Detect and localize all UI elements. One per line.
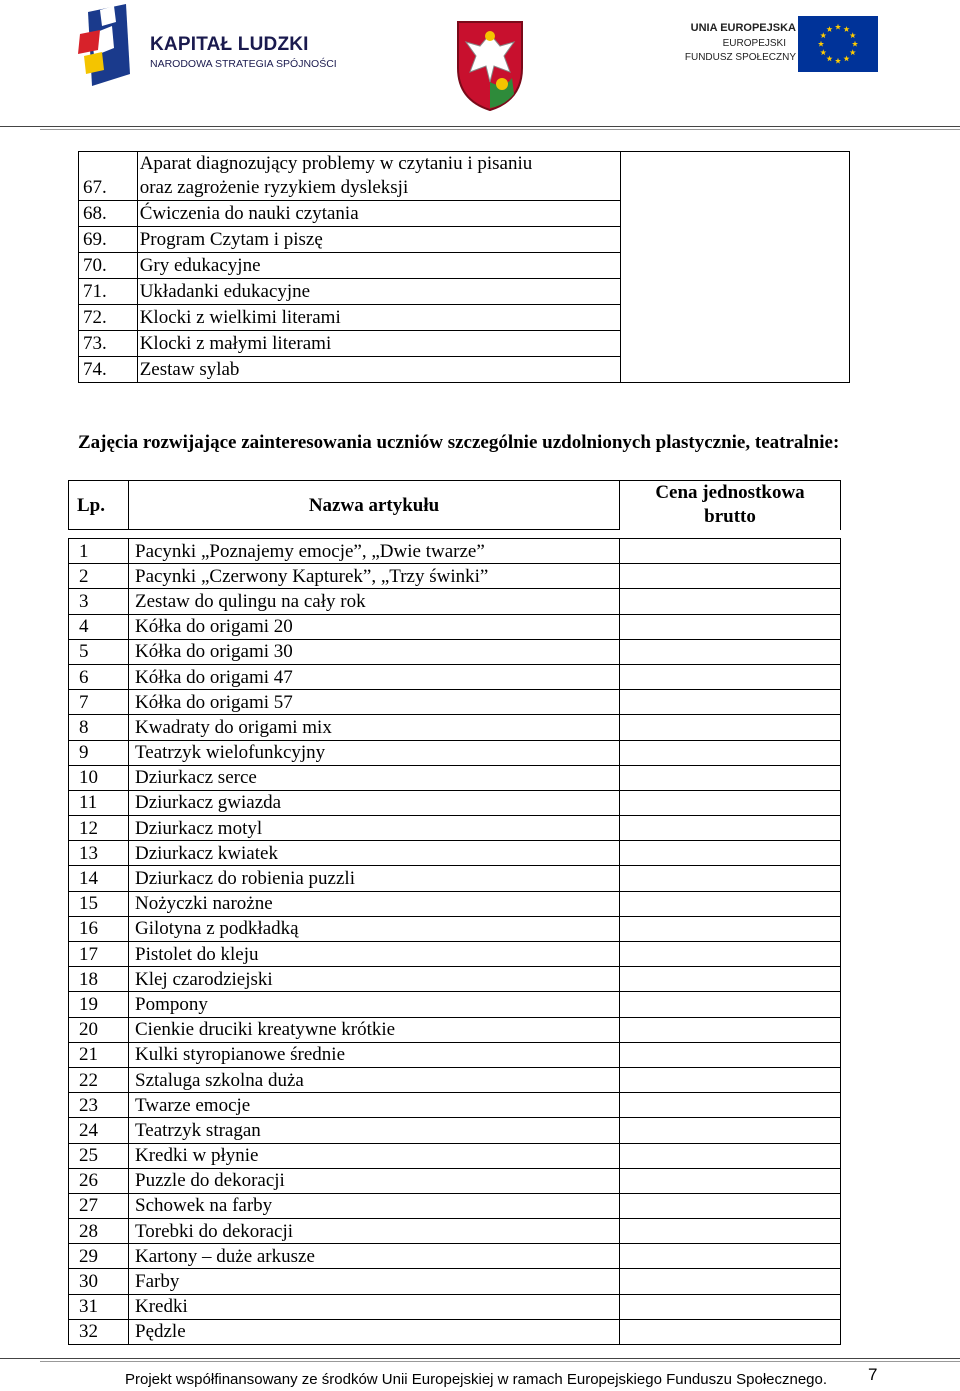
row-name: Kółka do origami 20 [129, 614, 620, 639]
row-price [620, 740, 841, 765]
row-lp: 13 [69, 841, 129, 866]
row-name: Kulki styropianowe średnie [129, 1042, 620, 1067]
row-lp: 28 [69, 1219, 129, 1244]
row-name: Kartony – duże arkusze [129, 1244, 620, 1269]
row-lp: 30 [69, 1269, 129, 1294]
row-name: Teatrzyk stragan [129, 1118, 620, 1143]
row-price [620, 639, 841, 664]
row-lp: 1 [69, 539, 129, 564]
row-price [621, 152, 850, 201]
row-name: Kółka do origami 57 [129, 690, 620, 715]
row-name: Pacynki „Poznajemy emocje”, „Dwie twarze” [129, 539, 620, 564]
row-number: 72. [79, 305, 138, 331]
kapital-ludzki-logo-icon [78, 4, 144, 88]
row-name-line: Gry edukacyjne [139, 254, 261, 276]
footer-rule-secondary [40, 1361, 960, 1362]
header-rule-secondary [40, 129, 960, 130]
row-price [620, 765, 841, 790]
row-name: Teatrzyk wielofunkcyjny [129, 740, 620, 765]
row-lp: 8 [69, 715, 129, 740]
row-lp: 18 [69, 967, 129, 992]
row-price [621, 279, 850, 305]
table-row [69, 664, 841, 689]
table-row [79, 331, 850, 357]
eu-logo [672, 16, 882, 76]
header-price-line2: brutto [704, 506, 756, 527]
table-row [69, 564, 841, 589]
page-number: 7 [868, 1365, 878, 1384]
row-name [137, 201, 620, 227]
row-price [620, 1244, 841, 1269]
table-row [69, 1143, 841, 1168]
row-name: Nożyczki narożne [129, 891, 620, 916]
row-lp: 2 [69, 564, 129, 589]
header-name: Nazwa artykułu [129, 481, 620, 530]
row-price [620, 1269, 841, 1294]
row-lp: 32 [69, 1319, 129, 1344]
table-row [69, 1244, 841, 1269]
kapital-ludzki-name: KAPITAŁ LUDZKI [150, 34, 309, 55]
row-price [620, 992, 841, 1017]
row-lp: 15 [69, 891, 129, 916]
row-name [137, 152, 620, 201]
row-price [620, 866, 841, 891]
row-number: 74. [79, 357, 138, 383]
row-price [620, 942, 841, 967]
table-row [69, 715, 841, 740]
row-name: Zestaw do qulingu na cały rok [129, 589, 620, 614]
table-row [79, 253, 850, 279]
table-header-row [69, 481, 841, 530]
table-row [79, 305, 850, 331]
row-lp: 20 [69, 1017, 129, 1042]
eu-line-1: UNIA EUROPEJSKA [690, 22, 796, 34]
row-price [620, 715, 841, 740]
row-price [620, 916, 841, 941]
row-lp: 23 [69, 1093, 129, 1118]
row-name: Kółka do origami 30 [129, 639, 620, 664]
table-row [79, 152, 850, 201]
row-price [621, 253, 850, 279]
row-price [620, 1168, 841, 1193]
kapital-ludzki-subtitle: NARODOWA STRATEGIA SPÓJNOŚCI [150, 58, 337, 70]
row-name: Gilotyna z podkładką [129, 916, 620, 941]
row-name-line: Program Czytam i piszę [139, 228, 323, 250]
row-price [620, 1143, 841, 1168]
table-row [69, 891, 841, 916]
row-name-line: Ćwiczenia do nauki czytania [139, 202, 359, 224]
row-price [620, 539, 841, 564]
row-name [137, 253, 620, 279]
row-price [620, 790, 841, 815]
table-row [69, 992, 841, 1017]
row-name: Pacynki „Czerwony Kapturek”, „Trzy świnki” [129, 564, 620, 589]
spacer-cell [69, 530, 129, 539]
row-name: Schowek na farby [129, 1193, 620, 1218]
table-row [69, 1017, 841, 1042]
row-lp: 5 [69, 639, 129, 664]
row-name: Dziurkacz motyl [129, 816, 620, 841]
row-price [621, 305, 850, 331]
row-price [620, 816, 841, 841]
row-lp: 14 [69, 866, 129, 891]
row-name: Cienkie druciki kreatywne krótkie [129, 1017, 620, 1042]
table-row [69, 916, 841, 941]
row-name: Kwadraty do origami mix [129, 715, 620, 740]
row-lp: 16 [69, 916, 129, 941]
row-price [620, 891, 841, 916]
table-row [69, 816, 841, 841]
row-name-line: Klocki z wielkimi literami [139, 306, 341, 328]
row-price [620, 614, 841, 639]
table-row [69, 1193, 841, 1218]
row-name: Pompony [129, 992, 620, 1017]
row-price [620, 690, 841, 715]
footer-text: Projekt współfinansowany ze środków Unii Europejskiej w ramach Europejskiego Funduszu Społecznego. [125, 1371, 828, 1388]
row-name-line: Zestaw sylab [139, 358, 240, 380]
table-row [79, 357, 850, 383]
row-price [621, 201, 850, 227]
table-row [79, 279, 850, 305]
row-name: Sztaluga szkolna duża [129, 1067, 620, 1092]
row-lp: 31 [69, 1294, 129, 1319]
city-crest-icon [454, 16, 526, 112]
table-spacer-row [69, 530, 841, 539]
row-price [620, 1193, 841, 1218]
row-price [621, 331, 850, 357]
row-name: Pędzle [129, 1319, 620, 1344]
row-name-line: Klocki z małymi literami [139, 332, 332, 354]
table-row [79, 201, 850, 227]
row-lp: 9 [69, 740, 129, 765]
table-row [69, 690, 841, 715]
row-name [137, 305, 620, 331]
row-lp: 25 [69, 1143, 129, 1168]
row-price [620, 1067, 841, 1092]
header-lp: Lp. [69, 481, 129, 530]
row-price [620, 1294, 841, 1319]
row-name: Kółka do origami 47 [129, 664, 620, 689]
row-price [620, 967, 841, 992]
row-name: Klej czarodziejski [129, 967, 620, 992]
table-row [69, 614, 841, 639]
row-lp: 12 [69, 816, 129, 841]
row-lp: 17 [69, 942, 129, 967]
row-price [620, 1319, 841, 1344]
row-name [137, 227, 620, 253]
table-row [69, 639, 841, 664]
table-row [69, 589, 841, 614]
spacer-cell [620, 530, 841, 539]
table-row [69, 765, 841, 790]
items-table-continued [78, 151, 850, 383]
table-row [79, 227, 850, 253]
row-number: 71. [79, 279, 138, 305]
header-price [620, 481, 841, 530]
row-lp: 7 [69, 690, 129, 715]
row-price [620, 1093, 841, 1118]
row-name: Puzzle do dekoracji [129, 1168, 620, 1193]
row-price [620, 664, 841, 689]
table-row [69, 866, 841, 891]
table-row [69, 1067, 841, 1092]
header-rule [0, 126, 960, 127]
row-name: Kredki w płynie [129, 1143, 620, 1168]
row-name: Twarze emocje [129, 1093, 620, 1118]
row-price [621, 227, 850, 253]
row-name: Dziurkacz do robienia puzzli [129, 866, 620, 891]
section-title: Zajęcia rozwijające zainteresowania uczniów szczególnie uzdolnionych plastycznie, teatralnie: [78, 432, 840, 453]
row-price [620, 1118, 841, 1143]
table-row [69, 1294, 841, 1319]
eu-line-3: FUNDUSZ SPOŁECZNY [684, 52, 796, 63]
table-row [69, 967, 841, 992]
row-name [137, 357, 620, 383]
row-name: Torebki do dekoracji [129, 1219, 620, 1244]
row-lp: 24 [69, 1118, 129, 1143]
row-lp: 29 [69, 1244, 129, 1269]
row-name [137, 279, 620, 305]
row-lp: 6 [69, 664, 129, 689]
row-name: Farby [129, 1269, 620, 1294]
table-row [69, 1168, 841, 1193]
spacer-cell [129, 530, 620, 539]
row-number: 70. [79, 253, 138, 279]
header-price-line1: Cena jednostkowa [655, 482, 805, 503]
row-lp: 22 [69, 1067, 129, 1092]
row-number: 68. [79, 201, 138, 227]
row-price [620, 841, 841, 866]
row-lp: 4 [69, 614, 129, 639]
table-row [69, 942, 841, 967]
row-name: Kredki [129, 1294, 620, 1319]
art-supplies-table [68, 480, 841, 1345]
table-row [69, 539, 841, 564]
eu-flag-icon [798, 16, 878, 72]
table-row [69, 1093, 841, 1118]
row-lp: 26 [69, 1168, 129, 1193]
kapital-ludzki-logo [78, 4, 338, 88]
row-price [620, 589, 841, 614]
row-name-line: oraz zagrożenie ryzykiem dysleksji [139, 177, 409, 198]
row-price [620, 1219, 841, 1244]
row-price [621, 357, 850, 383]
row-number: 69. [79, 227, 138, 253]
row-number: 67. [79, 152, 138, 201]
row-name-line: Układanki edukacyjne [139, 280, 311, 302]
row-name: Dziurkacz serce [129, 765, 620, 790]
row-name: Dziurkacz gwiazda [129, 790, 620, 815]
row-lp: 3 [69, 589, 129, 614]
table-row [69, 790, 841, 815]
row-name-line: Aparat diagnozujący problemy w czytaniu i pisaniu [139, 153, 533, 174]
row-price [620, 564, 841, 589]
row-lp: 10 [69, 765, 129, 790]
row-name: Dziurkacz kwiatek [129, 841, 620, 866]
row-price [620, 1042, 841, 1067]
row-name [137, 331, 620, 357]
row-lp: 19 [69, 992, 129, 1017]
footer-rule [0, 1358, 960, 1359]
table-row [69, 740, 841, 765]
row-lp: 11 [69, 790, 129, 815]
row-price [620, 1017, 841, 1042]
row-number: 73. [79, 331, 138, 357]
eu-line-2: EUROPEJSKI [722, 38, 786, 49]
table-row [69, 1219, 841, 1244]
row-lp: 21 [69, 1042, 129, 1067]
table-row [69, 841, 841, 866]
row-lp: 27 [69, 1193, 129, 1218]
table-row [69, 1042, 841, 1067]
table-row [69, 1118, 841, 1143]
table-row [69, 1319, 841, 1344]
row-name: Pistolet do kleju [129, 942, 620, 967]
table-row [69, 1269, 841, 1294]
